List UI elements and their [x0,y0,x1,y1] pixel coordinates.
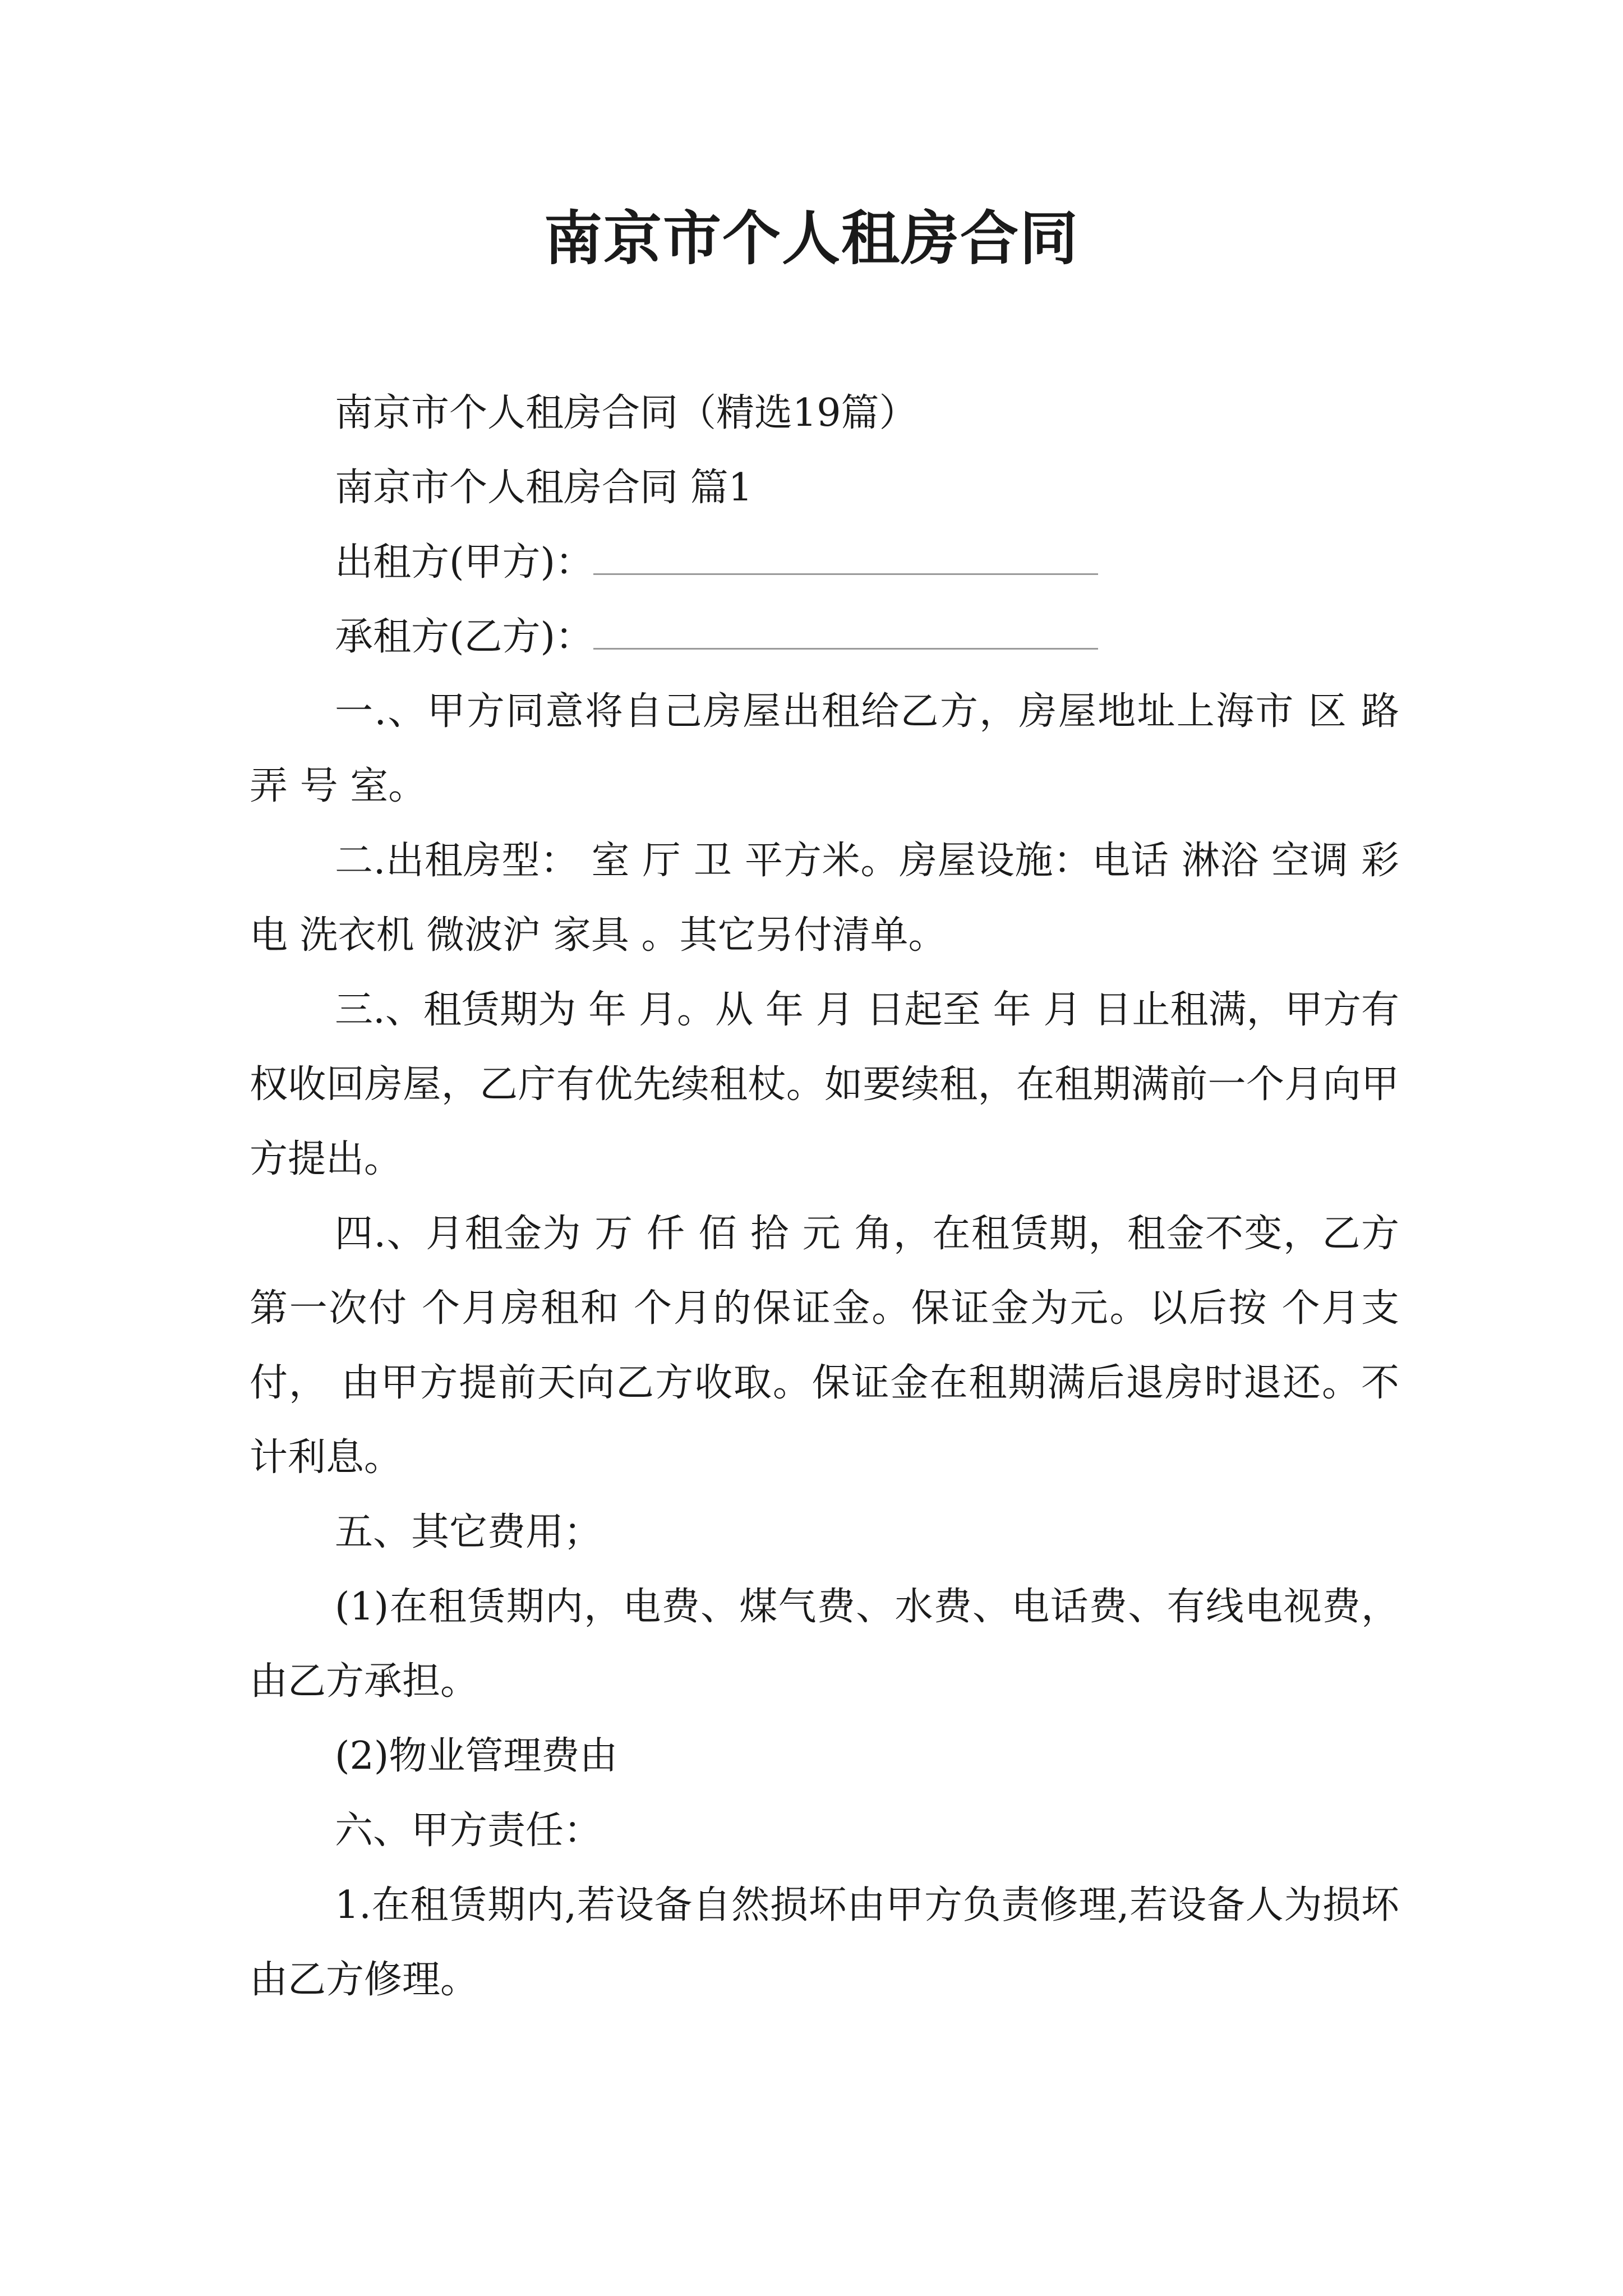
lessee-line [250,600,1399,674]
lessee-blank [593,619,1098,650]
lessor-line [250,525,1399,600]
section-heading: 南京市个人租房合同 篇1 [335,466,753,510]
clause-paragraph: 一.、甲方同意将自己房屋出租给乙方，房屋地址上海市 区 路 弄 号 室。 [250,689,1412,808]
clause-paragraph: 二.出租房型： 室 厅 卫 平方米。房屋设施：电话 淋浴 空调 彩电 洗衣机 微波沪 家具 。其它另付清单。 [250,839,1399,958]
page-title: 南京市个人租房合同 [543,204,1079,273]
clause-paragraph: 1.在租赁期内,若设备自然损坏由甲方负责修理,若设备人为损坏由乙方修理。 [250,1883,1399,2002]
lessor-label: 出租方(甲方)： [335,540,594,585]
document-subtitle: 南京市个人租房合同（精选19篇） [335,391,917,435]
clause-paragraph: 四.、月租金为 万 仟 佰 拾 元 角，在租赁期，租金不变，乙方第一次付 个月房租和 个月的保证金。保证金为元。以后按 个月支付， 由甲方提前天向乙方收取。保证金在租期满后退房时退还。不计利息。 [250,1212,1399,1480]
lessee-label: 承租方(乙方)： [335,615,594,659]
clause-paragraph: (2)物业管理费由 [335,1734,618,1778]
lessor-blank [593,544,1098,575]
clause-paragraph: 五、其它费用； [335,1510,602,1554]
document-body [250,376,1412,2017]
clause-paragraph: 六、甲方责任： [335,1809,602,1853]
clause-paragraph: (1)在租赁期内，电费、煤气费、水费、电话费、有线电视费，由乙方承担。 [250,1585,1399,1704]
clause-paragraph: 三.、租赁期为 年 月。从 年 月 日起至 年 月 日止租满，甲方有权收回房屋，乙庁有优先续租杖。如要续租，在租期满前一个月向甲方提出。 [250,988,1399,1181]
